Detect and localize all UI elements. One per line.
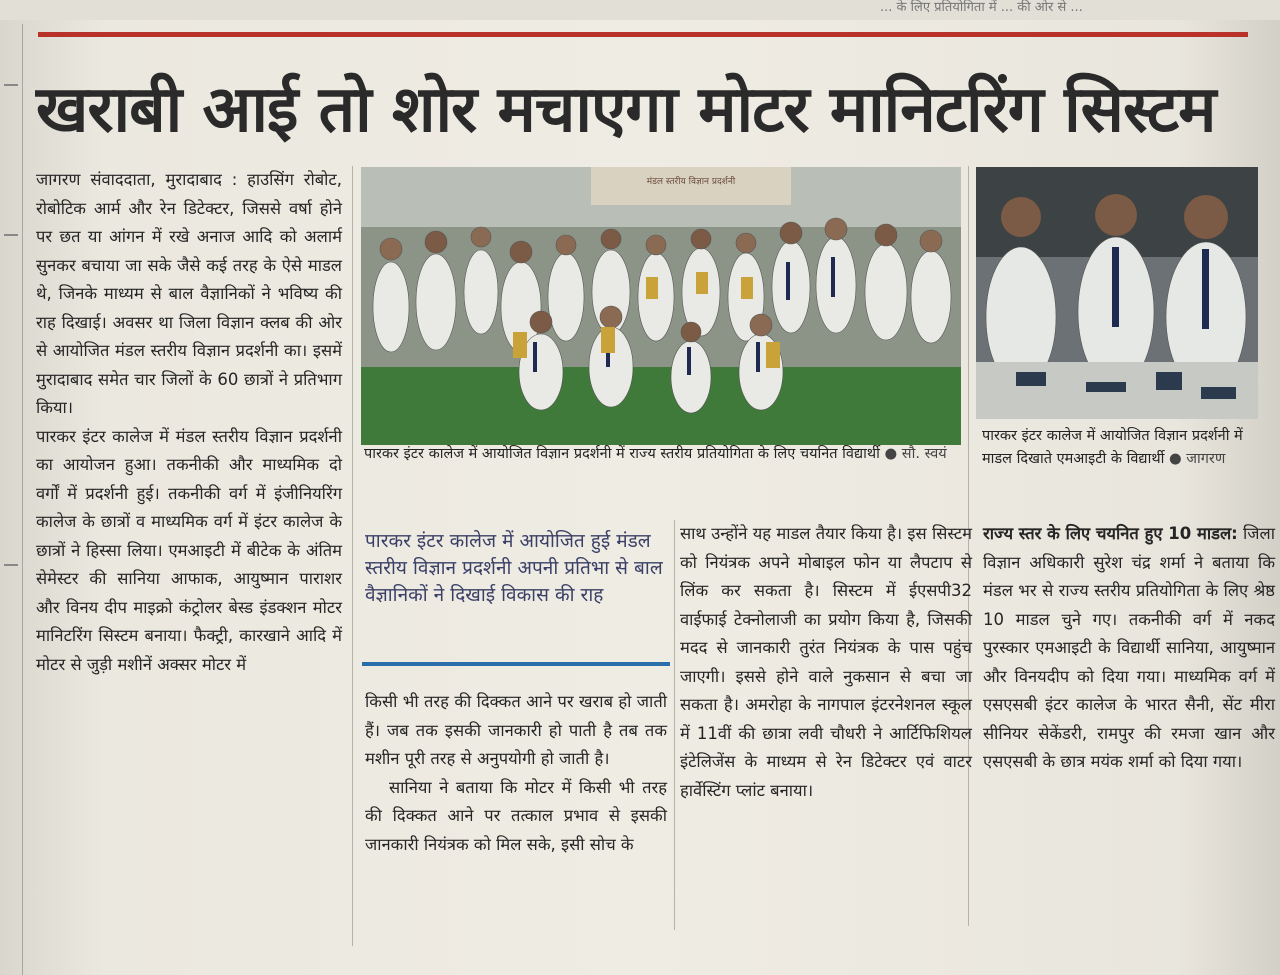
edge-rule [4,564,18,566]
model-demo-photo [976,167,1258,419]
paragraph-body: जिला विज्ञान अधिकारी सुरेश चंद्र शर्मा ने बताया कि मंडल भर से राज्य स्तरीय प्रतियोगिता के लिए श्रेष्ठ 10 माडल चुने गए। तकनीकी वर्ग में नकद पुरस्कार एमआइटी के विद्यार्थी सानिया, आयुष्मान और विनयदीप को दिया गया। माध्यमिक वर्ग में एसएसबी इंटर कालेज के भारत सैनी, सेंट मीरा सीनियर सेकेंडरी, रामपुर की रमजा खान और एसएसबी के छात्र मयंक शर्मा को दिया गया। [983,524,1275,771]
photo-credit: ● सौ. स्वयं [884,446,947,462]
photo-credit: ● जागरण [1168,451,1226,467]
group-photo-caption [364,443,954,466]
model-photo-caption [982,425,1252,471]
headline: खराबी आई तो शोर मचाएगा मोटर मानिटरिंग सिस्टम [36,73,1216,147]
paragraph [983,520,1275,777]
group-photo-image [361,167,961,445]
subhead-lead: राज्य स्तर के लिए चयनित हुए 10 माडल: [983,524,1238,543]
left-column-edge [0,24,23,975]
pull-quote: पारकर इंटर कालेज में आयोजित हुई मंडल स्तरीय विज्ञान प्रदर्शनी अपनी प्रतिभा से बाल वैज्ञानिकों ने दिखाई विकास की राह [365,530,663,606]
column-divider [674,520,675,930]
paragraph: जागरण संवाददाता, मुरादाबाद : हाउसिंग रोबोट, रोबोटिक आर्म और रेन डिटेक्टर, जिससे वर्षा होने पर छत या आंगन में रखे अनाज आदि को अलार्म सुनकर बचाया जा सके जैसे कई तरह के ऐसे माडल थे, जिनके माध्यम से बाल वैज्ञानिकों ने भविष्य की राह दिखाई। अवसर था जिला विज्ञान क्लब की ओर से आयोजित मंडल स्तरीय विज्ञान प्रदर्शनी का। इसमें मुरादाबाद समेत चार जिलों के 60 छात्रों ने प्रतिभाग किया। [36,170,342,417]
article-column-1 [36,166,342,679]
caption-text: पारकर इंटर कालेज में आयोजित विज्ञान प्रदर्शनी में राज्य स्तरीय प्रतियोगिता के लिए चयनित विद्यार्थी [364,446,880,462]
paragraph: किसी भी तरह की दिक्कत आने पर खराब हो जाती हैं। जब तक इसकी जानकारी हो पाती है तब तक मशीन पूरी तरह से अनुपयोगी हो जाती है। [365,692,667,768]
paragraph: साथ उन्होंने यह माडल तैयार किया है। इस सिस्टम को नियंत्रक अपने मोबाइल फोन या लैपटाप से लिंक कर सकता है। सिस्टम में ईएसपी32 वाईफाई टेक्नोलाजी का प्रयोग किया है, जिसकी मदद से जानकारी तुरंत नियंत्रक के पास पहुंच जाएगी। इससे होने वाले नुकसान से बचा जा सकता है। अमरोहा के नागपाल इंटरनेशनल स्कूल में 11वीं की छात्रा लवी चौधरी ने आर्टिफिशियल इंटेलिजेंस के माध्यम से रेन डिटेक्टर एवं वाटर हार्वेस्टिंग प्लांट बनाया। [680,524,972,800]
headline-top-rule [38,32,1248,37]
column-divider [352,166,353,946]
paragraph: सानिया ने बताया कि मोटर में किसी भी तरह की दिक्कत आने पर तत्काल प्रभाव से इसकी जानकारी नियंत्रक को मिल सके, इसी सोच के [365,777,667,854]
edge-rule [4,234,18,236]
pull-quote-rule [362,662,670,666]
previous-article-strip: ... के लिए प्रतियोगिता में ... की ओर से ... [0,0,1280,20]
article-column-2 [365,688,667,859]
paragraph: पारकर इंटर कालेज में मंडल स्तरीय विज्ञान प्रदर्शनी का आयोजन हुआ। तकनीकी और माध्यमिक दो वर्गों में प्रदर्शनी हुई। तकनीकी वर्ग में इंजीनियरिंग कालेज के छात्रों व माध्यमिक वर्ग में इंटर कालेज के छात्रों ने हिस्सा लिया। एमआइटी में बीटेक के अंतिम सेमेस्टर की सानिया आफाक, आयुष्मान पाराशर और विनय दीप माइक्रो कंट्रोलर बेस्ड इंडक्शन मोटर मानिटरिंग सिस्टम बनाया। फैक्ट्री, कारखाने आदि में मोटर से जुड़ी मशीनें अक्सर मोटर में [36,426,342,674]
article-column-3 [680,520,972,805]
caption-text: पारकर इंटर कालेज में आयोजित विज्ञान प्रदर्शनी में माडल दिखाते एमआइटी के विद्यार्थी [982,428,1243,467]
edge-rule [4,84,18,86]
article-column-4 [983,520,1275,777]
group-photo [361,167,961,445]
stage-banner-text: मंडल स्तरीय विज्ञान प्रदर्शनी [646,177,736,187]
model-demo-photo-image [976,167,1258,419]
